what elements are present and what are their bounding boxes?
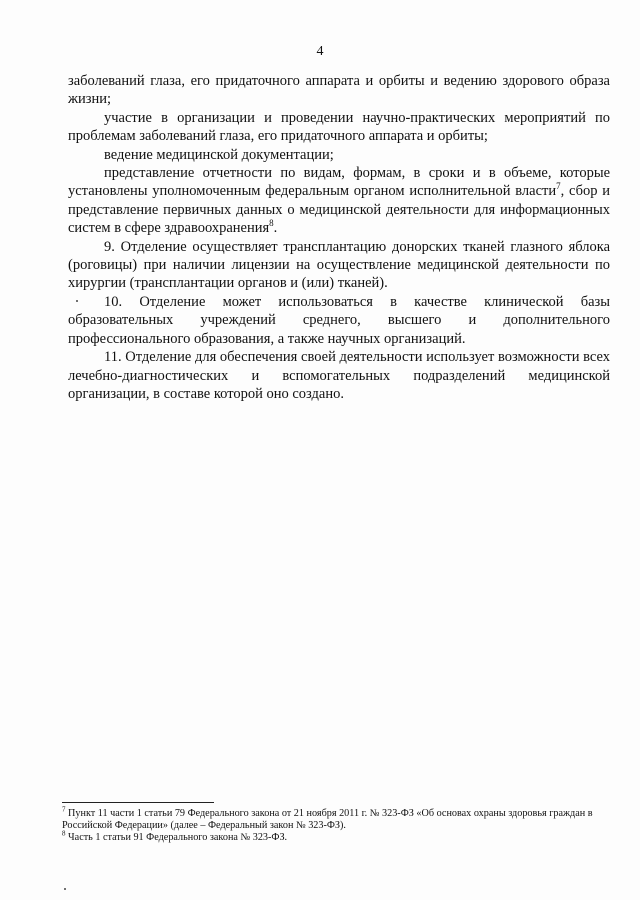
paragraph-documentation: ведение медицинской документации; bbox=[104, 146, 334, 163]
footnote-8 bbox=[62, 832, 610, 844]
paragraph-continuation: заболеваний глаза, его придаточного аппарата и орбиты и ведению здорового образа жизни; bbox=[68, 73, 610, 108]
page-number: 4 bbox=[316, 44, 324, 59]
scan-speck bbox=[64, 888, 66, 890]
footnotes bbox=[62, 805, 610, 845]
reporting-text-c: . bbox=[273, 220, 278, 237]
scan-speck bbox=[76, 300, 78, 302]
footnote-7 bbox=[62, 805, 610, 832]
reporting-text-a: представление отчетности по видам, формам, в сроки и в объеме, которые установлены уполномоченным федеральным органом исполнительной власти bbox=[68, 165, 610, 200]
footnote-8-text: Часть 1 статьи 91 Федерального закона № 323-ФЗ. bbox=[65, 832, 288, 844]
paragraph-item-11: 11. Отделение для обеспечения своей деятельности использует возможности всех лечебно-диагностических и вспомогательных подразделений медицинской организации, в составе которой оно создано. bbox=[68, 349, 610, 402]
paragraph-item-10: 10. Отделение может использоваться в качестве клинической базы образовательных учреждений среднего, высшего и дополнительного профессионального образования, а также научных организаций. bbox=[68, 293, 610, 347]
footnote-7-text: Пункт 11 части 1 статьи 79 Федерального закона от 21 ноября 2011 г. № 323-ФЗ «Об основах охраны здоровья граждан в Российской Федерации» (далее – Федеральный закон № 323-ФЗ). bbox=[62, 808, 593, 832]
footnote-separator bbox=[62, 802, 214, 803]
footnote-ref-8: 8 bbox=[269, 218, 274, 229]
footnote-mark-8: 8 bbox=[62, 830, 66, 839]
paragraph-item-9: 9. Отделение осуществляет трансплантацию донорских тканей глазного яблока (роговицы) при наличии лицензии на осуществление медицинской деятельности по хирургии (трансплантации органов и (или) тканей). bbox=[68, 238, 610, 292]
document-body bbox=[68, 72, 610, 403]
reporting-text-b: , сбор и представление первичных данных о медицинской деятельности для информационных систем в сфере здравоохранения bbox=[68, 183, 610, 237]
footnote-ref-7: 7 bbox=[556, 181, 561, 192]
footnote-mark-7: 7 bbox=[62, 805, 66, 814]
paragraph-participation: участие в организации и проведении научно-практических мероприятий по проблемам заболеваний глаза, его придаточного аппарата и орбиты; bbox=[68, 109, 610, 145]
paragraph-reporting bbox=[68, 164, 610, 238]
